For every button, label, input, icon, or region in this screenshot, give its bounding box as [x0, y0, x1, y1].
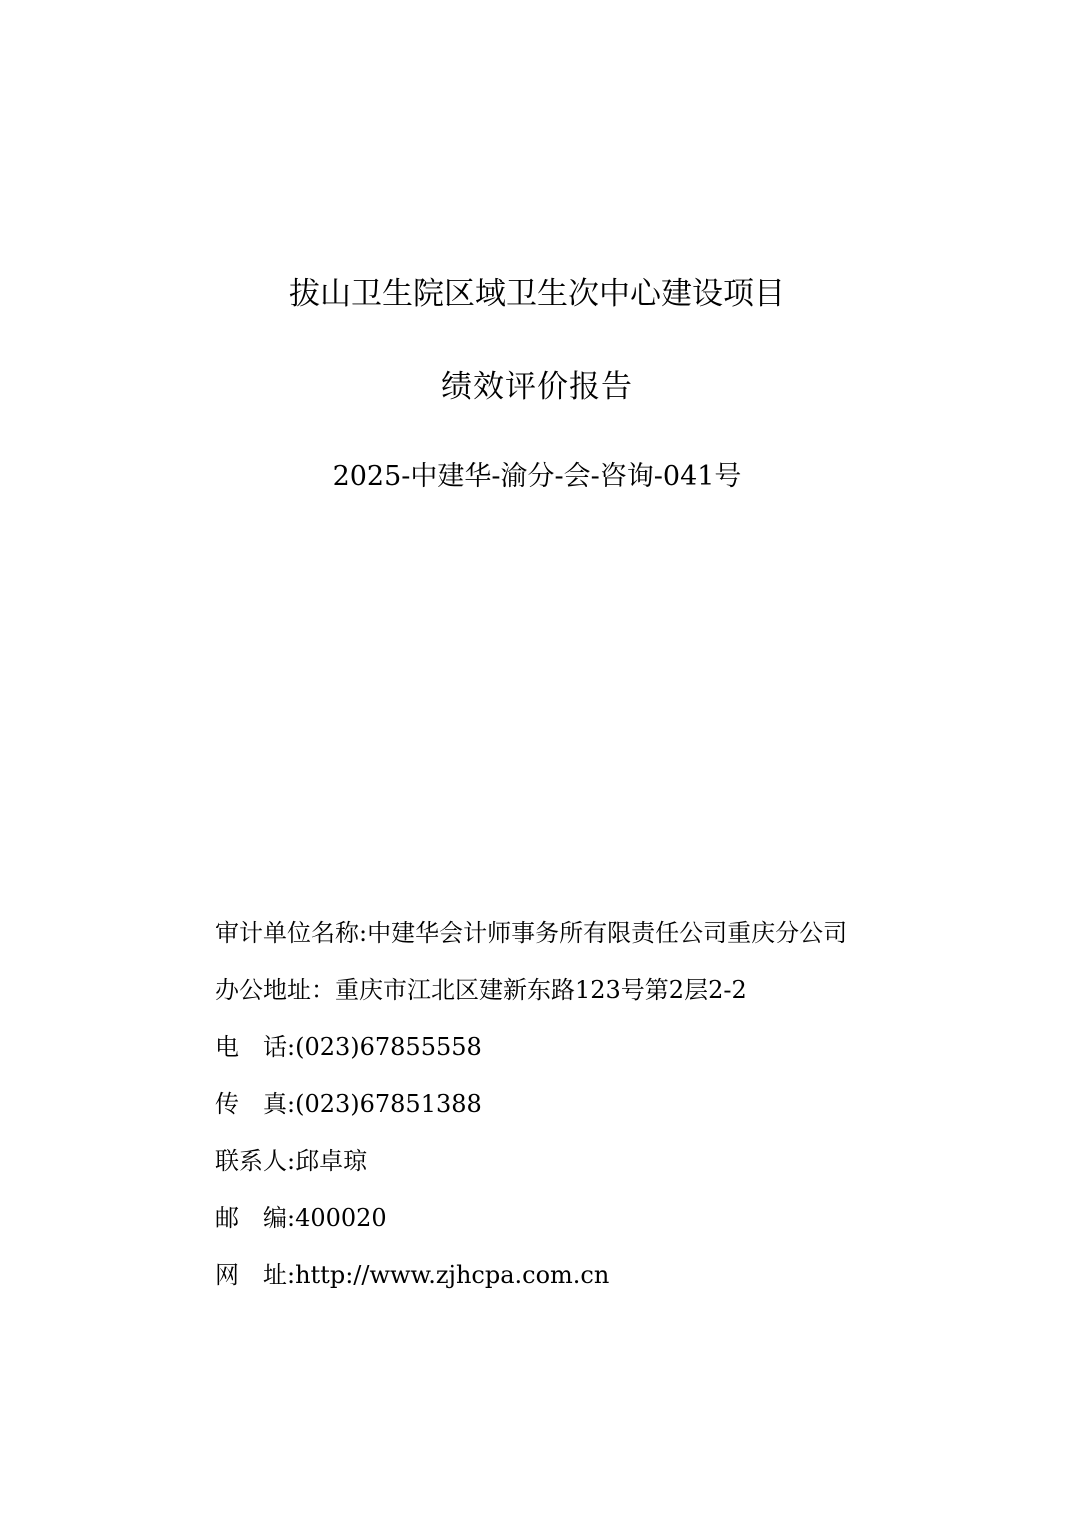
fax-number: 传 真:(023)67851388 — [215, 1090, 482, 1118]
auditor-name: 审计单位名称:中建华会计师事务所有限责任公司重庆分公司 — [215, 919, 848, 947]
document-number: 2025-中建华-渝分-会-咨询-041号 — [332, 461, 742, 492]
contact-person: 联系人:邱卓琼 — [215, 1147, 368, 1175]
website: 网 址:http://www.zjhcpa.com.cn — [215, 1261, 610, 1289]
report-title-line2: 绩效评价报告 — [441, 369, 633, 405]
office-address: 办公地址：重庆市江北区建新东路123号第2层2-2 — [215, 976, 747, 1004]
postal-code: 邮 编:400020 — [215, 1204, 387, 1232]
report-title-line1: 拔山卫生院区域卫生次中心建设项目 — [289, 276, 785, 312]
phone-number: 电 话:(023)67855558 — [215, 1033, 482, 1061]
